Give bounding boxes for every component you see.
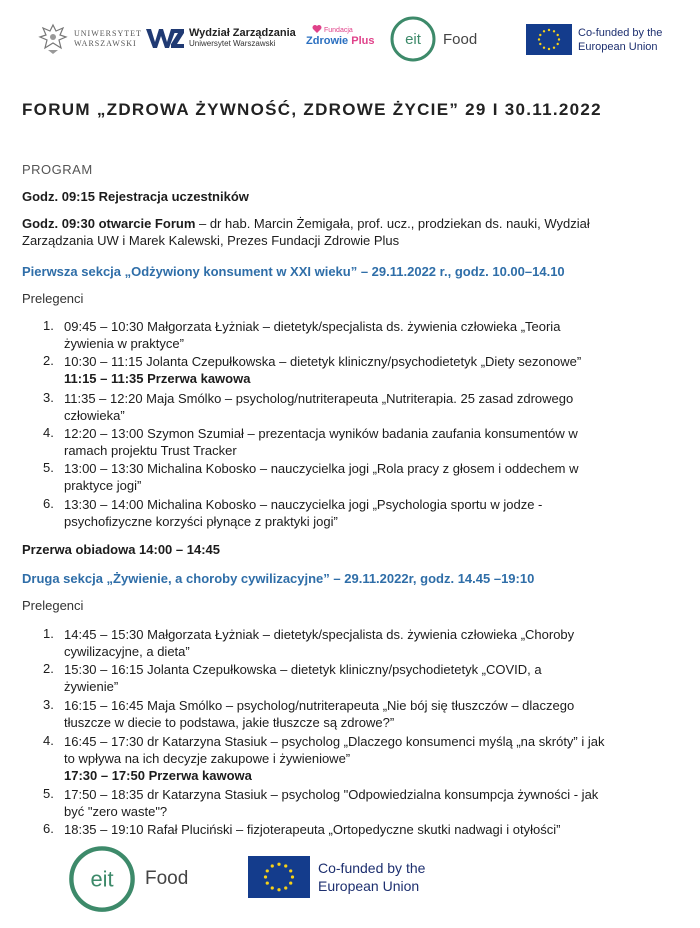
registration-line: Godz. 09:15 Rejestracja uczestników (22, 189, 249, 204)
list-item-line1: 18:35 – 19:10 Rafał Pluciński – fizjoterapeuta „Ortopedyczne skutki nadwagi i otyłości” (64, 822, 561, 837)
list-item-number: 4. (43, 425, 54, 440)
eit-word: Food (443, 30, 478, 48)
eit-ring-icon (67, 844, 137, 914)
list-item-number: 2. (43, 661, 54, 676)
list-item-number: 6. (43, 496, 54, 511)
opening-line-1 (22, 215, 590, 232)
eu-line1: Co-funded by the (578, 26, 663, 39)
zp-main-label (306, 35, 374, 48)
list-item-line1: 14:45 – 15:30 Małgorzata Łyżniak – dietetyk/specjalista ds. żywienia człowieka „Choroby (64, 627, 575, 642)
zp-word-zdrowie: Zdrowie (306, 35, 349, 47)
list-item-number: 1. (43, 318, 54, 333)
coffee-break-1: 11:15 – 11:35 Przerwa kawowa (64, 371, 251, 386)
list-item-line2: żywienie” (64, 679, 119, 694)
list-item (64, 318, 560, 352)
list-item (64, 425, 578, 459)
eit-ring-text: eit (90, 866, 114, 892)
uw-line2: WARSZAWSKI (74, 39, 137, 48)
list-item-line1: 13:30 – 14:00 Michalina Kobosko – nauczycielka jogi „Psychologia sportu w jodze - (64, 497, 543, 512)
page-title: FORUM „ZDROWA ŻYWNOŚĆ, ZDROWE ŻYCIE” 29 I 30.11.2022 (22, 100, 602, 119)
list-item-number: 5. (43, 786, 54, 801)
list-item (64, 626, 574, 660)
list-item-number: 2. (43, 353, 54, 368)
section2-speakers-label: Prelegenci (22, 598, 84, 613)
list-item-line2: psychofizyczne korzyści płynące z praktyki jogi” (64, 514, 338, 529)
logo-uniwersytet-warszawski (38, 22, 142, 56)
wz-line2: Uniwersytet Warszawski (189, 39, 276, 48)
list-item (64, 353, 581, 387)
list-item-line1: 11:35 – 12:20 Maja Smólko – psycholog/nutriterapeuta „Nutriterapia. 25 zasad zdrowego (64, 391, 574, 406)
list-item-number: 5. (43, 460, 54, 475)
list-item-line1: 17:50 – 18:35 dr Katarzyna Stasiuk – psycholog "Odpowiedzialna konsumpcja żywności - jak (64, 787, 599, 802)
list-item-line2: być "zero waste"? (64, 804, 168, 819)
footer-logo-co-funded-eu (248, 856, 425, 898)
list-item (64, 786, 598, 820)
list-item-line2: to wpływa na ich decyzje zakupowe i żywieniowe” (64, 751, 351, 766)
list-item (64, 460, 579, 494)
section2-title: Druga sekcja „Żywienie, a choroby cywilizacyjne” – 29.11.2022r, godz. 14.45 –19:10 (22, 571, 535, 586)
logo-eit-food (389, 15, 477, 63)
section1-title: Pierwsza sekcja „Odżywiony konsument w XXI wieku” – 29.11.2022 r., godz. 10.00–14.10 (22, 264, 565, 279)
list-item-line1: 12:20 – 13:00 Szymon Szumiał – prezentacja wyników badania zaufania konsumentów w (64, 426, 578, 441)
list-item (64, 661, 542, 695)
logo-fundacja-zdrowie-plus (306, 26, 374, 48)
list-item-line2: cywilizacyjne, a dieta” (64, 644, 190, 659)
eu-line2: European Union (318, 878, 420, 894)
section1-speakers-label: Prelegenci (22, 291, 84, 306)
list-item-number: 3. (43, 697, 54, 712)
lunch-break: Przerwa obiadowa 14:00 – 14:45 (22, 542, 220, 557)
zp-small-label: Fundacja (324, 27, 353, 34)
opening-line-2: Zarządzania UW i Marek Kalewski, Prezes Fundacji Zdrowie Plus (22, 233, 400, 248)
zp-word-plus: Plus (351, 35, 375, 47)
program-label: PROGRAM (22, 162, 93, 177)
eit-ring-icon (389, 15, 437, 63)
eu-flag-icon (526, 24, 572, 55)
wz-monogram-icon (145, 27, 185, 49)
list-item-line1: 09:45 – 10:30 Małgorzata Łyżniak – dietetyk/specjalista ds. żywienia człowieka „Teoria (64, 319, 561, 334)
list-item (64, 821, 560, 838)
eit-ring-text: eit (405, 31, 421, 48)
list-item (64, 390, 573, 424)
opening-bold: Godz. 09:30 otwarcie Forum (22, 216, 196, 231)
uw-line1: UNIWERSYTET (74, 29, 142, 38)
list-item-line1: 16:15 – 16:45 Maja Smólko – psycholog/nutriterapeuta „Nie bój się tłuszczów – dlaczego (64, 698, 575, 713)
list-item (64, 496, 542, 530)
list-item (64, 733, 604, 784)
list-item-line2: ramach projektu Trust Tracker (64, 443, 237, 458)
list-item-number: 3. (43, 390, 54, 405)
eu-line1: Co-funded by the (318, 860, 426, 876)
footer-logo-eit-food (67, 844, 188, 914)
list-item-line2: praktyce jogi” (64, 478, 142, 493)
logo-co-funded-eu (526, 24, 662, 55)
eit-word: Food (145, 868, 189, 889)
list-item-line2: żywienia w praktyce” (64, 336, 184, 351)
wz-line1: Wydział Zarządzania (189, 27, 296, 39)
list-item-number: 1. (43, 626, 54, 641)
logo-wydzial-zarzadzania (145, 27, 296, 49)
coffee-break-2: 17:30 – 17:50 Przerwa kawowa (64, 768, 252, 783)
list-item (64, 697, 574, 731)
list-item-line1: 16:45 – 17:30 dr Katarzyna Stasiuk – psycholog „Dlaczego konsumenci myślą „na skróty” i jak (64, 734, 605, 749)
heart-icon (312, 24, 322, 34)
eagle-emblem-icon (38, 22, 68, 56)
list-item-line1: 15:30 – 16:15 Jolanta Czepułkowska – dietetyk kliniczny/psychodietetyk „COVID, a (64, 662, 542, 677)
list-item-line1: 13:00 – 13:30 Michalina Kobosko – nauczycielka jogi „Rola pracy z głosem i oddechem w (64, 461, 579, 476)
opening-rest: – dr hab. Marcin Żemigała, prof. ucz., prodziekan ds. nauki, Wydział (195, 216, 590, 231)
list-item-number: 4. (43, 733, 54, 748)
eu-flag-icon (248, 856, 310, 898)
eu-line2: European Union (578, 40, 658, 53)
list-item-number: 6. (43, 821, 54, 836)
list-item-line2: tłuszcze w diecie to podstawa, jakie tłuszcze są zdrowe?” (64, 715, 395, 730)
list-item-line1: 10:30 – 11:15 Jolanta Czepułkowska – dietetyk kliniczny/psychodietetyk „Diety sezonowe” (64, 354, 582, 369)
list-item-line2: człowieka” (64, 408, 125, 423)
